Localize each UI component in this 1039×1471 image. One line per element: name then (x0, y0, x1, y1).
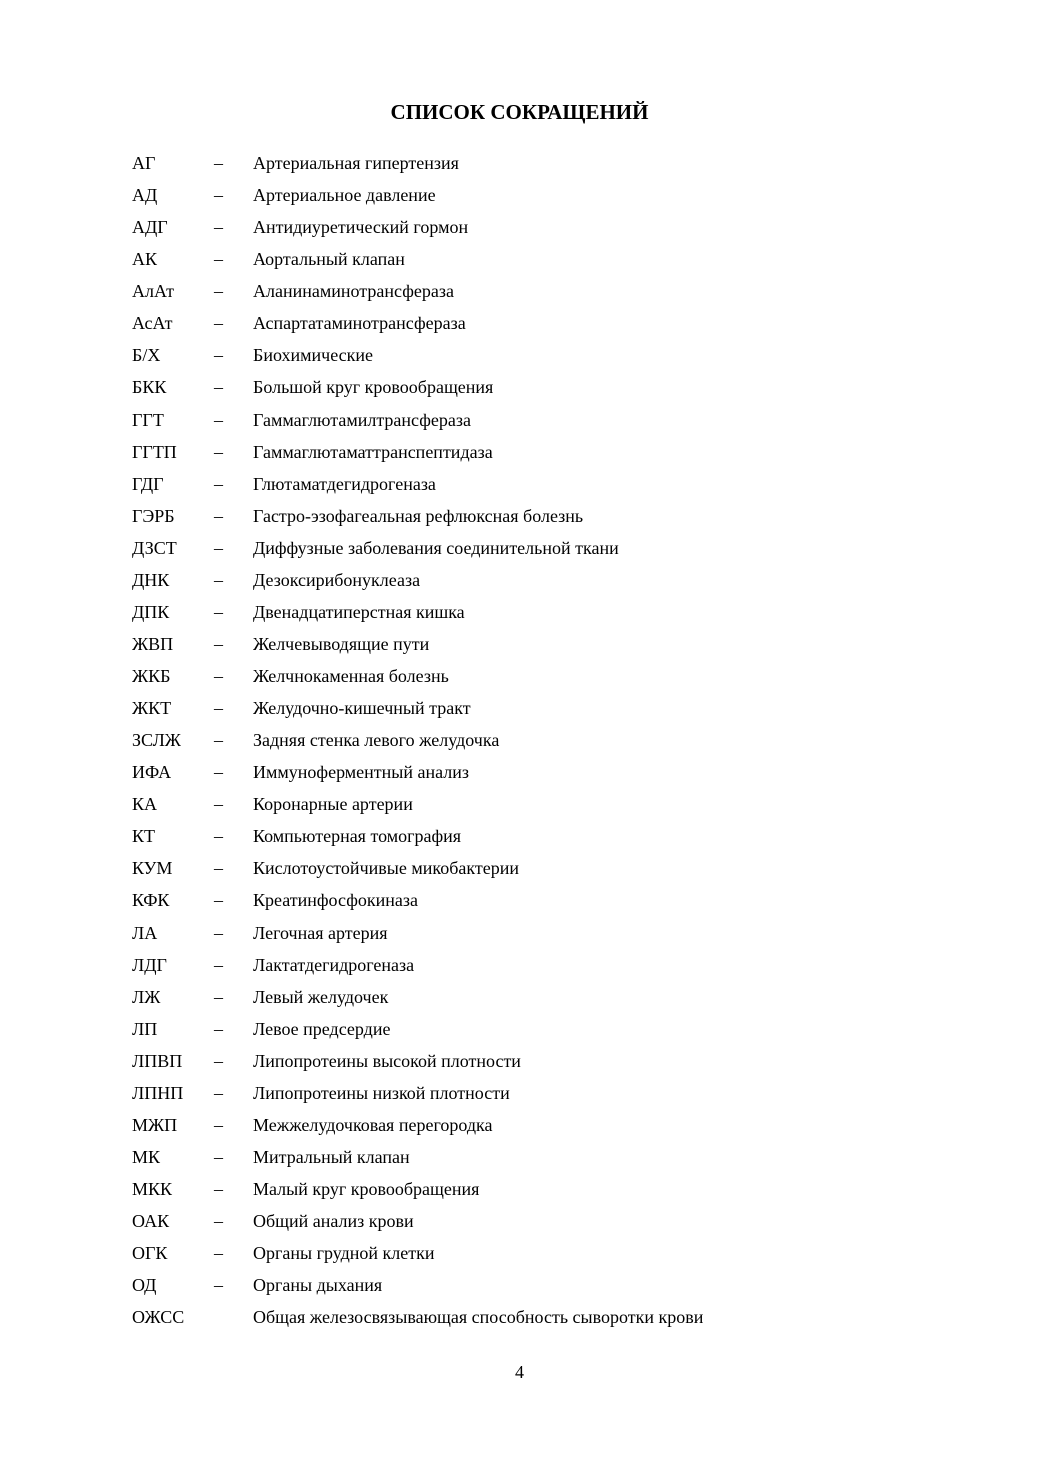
abbreviation-term: ЛП (132, 1018, 158, 1039)
abbreviation-dash: – (214, 1211, 223, 1232)
abbreviation-meaning: Левый желудочек (253, 986, 389, 1007)
abbreviation-dash: – (214, 569, 223, 590)
abbreviation-meaning: Межжелудочковая перегородка (253, 1114, 493, 1135)
abbreviation-meaning: Желчевыводящие пути (253, 633, 430, 654)
abbreviation-row (0, 243, 1039, 275)
abbreviation-dash: – (214, 313, 223, 334)
abbreviation-meaning: Глютаматдегидрогеназа (253, 473, 436, 494)
abbreviation-term: ЛПВП (132, 1050, 183, 1071)
abbreviation-dash: – (214, 153, 223, 173)
abbreviation-meaning: Желудочно-кишечный тракт (253, 698, 471, 719)
abbreviation-row (0, 1205, 1039, 1237)
abbreviation-row (0, 788, 1039, 820)
abbreviation-list (0, 147, 1039, 1333)
abbreviation-term: ГГТ (132, 409, 164, 430)
abbreviation-meaning: Органы дыхания (253, 1275, 383, 1296)
abbreviation-term: ЛДГ (132, 954, 167, 975)
abbreviation-meaning: Митральный клапан (253, 1146, 410, 1167)
abbreviation-meaning: Гаммаглютамилтрансфераза (253, 409, 471, 430)
abbreviation-row (0, 852, 1039, 884)
abbreviation-meaning: Иммуноферментный анализ (253, 762, 470, 783)
abbreviation-row (0, 339, 1039, 371)
abbreviation-dash: – (214, 922, 223, 943)
abbreviation-meaning: Дезоксирибонуклеаза (253, 569, 421, 590)
abbreviation-meaning: Аланинаминотрансфераза (253, 281, 454, 302)
abbreviation-dash: – (214, 954, 223, 975)
abbreviation-row (0, 756, 1039, 788)
abbreviation-row (0, 500, 1039, 532)
abbreviation-term: КФК (132, 890, 170, 911)
abbreviation-meaning: Легочная артерия (253, 922, 388, 943)
abbreviation-dash: – (214, 986, 223, 1007)
abbreviation-meaning: Гаммаглютаматтранспептидаза (253, 441, 493, 462)
abbreviation-meaning: Гастро-эзофагеальная рефлюксная болезнь (253, 505, 584, 526)
abbreviation-meaning: Липопротеины высокой плотности (253, 1050, 521, 1071)
abbreviation-dash: – (214, 1243, 223, 1264)
abbreviation-dash: – (214, 601, 223, 622)
abbreviation-row (0, 1173, 1039, 1205)
abbreviation-meaning: Аортальный клапан (253, 249, 405, 270)
abbreviation-term: КТ (132, 826, 156, 847)
abbreviation-dash: – (214, 1114, 223, 1135)
abbreviation-term: ЛА (132, 922, 158, 943)
abbreviation-meaning: Левое предсердие (253, 1018, 391, 1039)
abbreviation-term: ДНК (132, 569, 170, 590)
abbreviation-term: АлАт (132, 281, 174, 302)
abbreviation-row (0, 820, 1039, 852)
abbreviation-row (0, 1141, 1039, 1173)
abbreviation-meaning: Антидиуретический гормон (253, 217, 469, 238)
abbreviation-row (0, 371, 1039, 403)
abbreviation-term: ОЖСС (132, 1307, 185, 1328)
abbreviation-dash: – (214, 377, 223, 398)
abbreviation-dash: – (214, 858, 223, 879)
abbreviation-row (0, 692, 1039, 724)
abbreviation-term: АДГ (132, 217, 168, 238)
abbreviation-dash: – (214, 217, 223, 238)
abbreviation-row (0, 436, 1039, 468)
abbreviation-meaning: Большой круг кровообращения (253, 377, 494, 398)
abbreviation-dash: – (214, 633, 223, 654)
abbreviation-meaning: Двенадцатиперстная кишка (253, 601, 465, 622)
abbreviation-row (0, 211, 1039, 243)
abbreviation-meaning: Биохимические (253, 345, 374, 366)
abbreviation-dash: – (214, 345, 223, 366)
abbreviation-dash: – (214, 794, 223, 815)
abbreviation-dash: – (214, 505, 223, 526)
abbreviation-meaning: Задняя стенка левого желудочка (253, 730, 500, 751)
abbreviation-term: ЗСЛЖ (132, 730, 181, 751)
abbreviation-dash: – (214, 281, 223, 302)
abbreviation-row (0, 1301, 1039, 1333)
abbreviation-term: Б/Х (132, 345, 161, 366)
abbreviation-row (0, 1109, 1039, 1141)
abbreviation-row (0, 179, 1039, 211)
abbreviation-meaning: Компьютерная томография (253, 826, 462, 847)
abbreviation-meaning: Артериальное давление (253, 185, 436, 206)
abbreviation-term: АсАт (132, 313, 173, 334)
abbreviation-row (0, 468, 1039, 500)
abbreviation-meaning: Органы грудной клетки (253, 1243, 435, 1264)
abbreviation-term: ЖВП (132, 633, 174, 654)
abbreviation-term: ГГТП (132, 441, 177, 462)
abbreviation-term: АД (132, 185, 158, 206)
abbreviation-dash: – (214, 409, 223, 430)
abbreviation-term: МК (132, 1146, 161, 1167)
abbreviation-term: БКК (132, 377, 167, 398)
abbreviation-dash: – (214, 762, 223, 783)
abbreviation-term: КА (132, 794, 158, 815)
abbreviation-dash: – (214, 1050, 223, 1071)
page-number: 4 (515, 1362, 524, 1382)
abbreviation-dash: – (214, 666, 223, 686)
abbreviation-row (0, 884, 1039, 916)
abbreviation-term: ОГК (132, 1243, 168, 1264)
abbreviation-term: ИФА (132, 762, 172, 783)
page-title: СПИСОК СОКРАЩЕНИЙ (390, 100, 649, 124)
abbreviation-term: КУМ (132, 858, 173, 879)
abbreviation-term: МКК (132, 1179, 173, 1199)
abbreviation-term: ЖКБ (132, 666, 171, 686)
abbreviation-dash: – (214, 1146, 223, 1167)
abbreviation-row (0, 628, 1039, 660)
abbreviation-dash: – (214, 1082, 223, 1103)
abbreviation-dash: – (214, 1179, 223, 1199)
abbreviation-row (0, 307, 1039, 339)
abbreviation-dash: – (214, 441, 223, 462)
abbreviation-row (0, 660, 1039, 692)
abbreviation-term: ЛПНП (132, 1082, 184, 1103)
abbreviation-dash: – (214, 890, 223, 911)
abbreviation-dash: – (214, 537, 223, 558)
abbreviation-row (0, 917, 1039, 949)
abbreviation-meaning: Артериальная гипертензия (253, 153, 459, 173)
abbreviation-row (0, 981, 1039, 1013)
abbreviation-meaning: Диффузные заболевания соединительной ткани (253, 537, 619, 558)
abbreviation-term: ЛЖ (132, 986, 161, 1007)
abbreviation-term: ОАК (132, 1211, 170, 1232)
abbreviation-row (0, 1269, 1039, 1301)
abbreviation-meaning: Коронарные артерии (253, 794, 413, 815)
abbreviation-meaning: Желчнокаменная болезнь (253, 666, 449, 686)
abbreviation-term: ГДГ (132, 473, 164, 494)
abbreviation-dash: – (214, 473, 223, 494)
abbreviation-row (0, 596, 1039, 628)
abbreviation-term: АК (132, 249, 158, 270)
abbreviation-meaning: Лактатдегидрогеназа (253, 954, 415, 975)
abbreviation-meaning: Кислотоустойчивые микобактерии (253, 858, 519, 879)
abbreviation-term: АГ (132, 153, 156, 173)
abbreviation-term: ДПК (132, 601, 170, 622)
abbreviation-term: ГЭРБ (132, 505, 175, 526)
abbreviation-meaning: Креатинфосфокиназа (253, 890, 418, 911)
abbreviation-dash: – (214, 1018, 223, 1039)
abbreviation-dash: – (214, 185, 223, 206)
abbreviation-dash: – (214, 698, 223, 719)
abbreviation-row (0, 275, 1039, 307)
abbreviation-row (0, 1013, 1039, 1045)
abbreviation-row (0, 532, 1039, 564)
abbreviation-row (0, 1237, 1039, 1269)
abbreviation-row (0, 564, 1039, 596)
abbreviation-dash: – (214, 730, 223, 751)
abbreviation-dash: – (214, 1275, 223, 1296)
abbreviation-dash: – (214, 249, 223, 270)
abbreviation-meaning: Липопротеины низкой плотности (253, 1082, 510, 1103)
abbreviation-dash: – (214, 826, 223, 847)
abbreviation-row (0, 404, 1039, 436)
abbreviation-term: ЖКТ (132, 698, 172, 719)
abbreviation-meaning: Общий анализ крови (253, 1211, 414, 1232)
abbreviation-meaning: Общая железосвязывающая способность сыворотки крови (253, 1307, 704, 1328)
abbreviation-row (0, 1077, 1039, 1109)
abbreviation-row (0, 147, 1039, 179)
abbreviation-row (0, 724, 1039, 756)
abbreviation-meaning: Малый круг кровообращения (253, 1179, 480, 1199)
abbreviation-row (0, 949, 1039, 981)
abbreviation-meaning: Аспартатаминотрансфераза (253, 313, 466, 334)
abbreviation-term: ОД (132, 1275, 157, 1296)
abbreviation-term: МЖП (132, 1114, 178, 1135)
abbreviation-row (0, 1045, 1039, 1077)
abbreviation-term: ДЗСТ (132, 537, 177, 558)
